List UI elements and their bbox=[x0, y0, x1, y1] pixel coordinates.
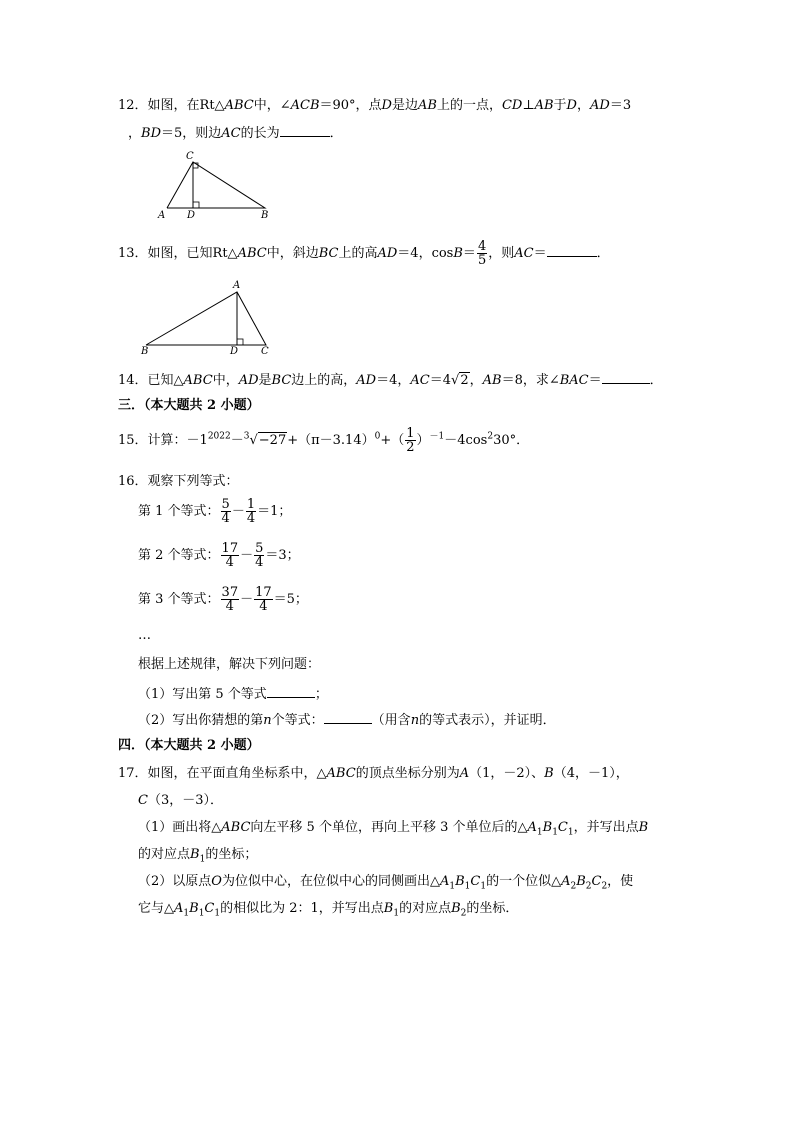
section-3-heading: 三．（本大题共 2 小题） bbox=[118, 398, 260, 413]
q17-line-1: 17．如图，在平面直角坐标系中，△ABC的顶点坐标分别为A（1，－2）、B（4，－1）， bbox=[118, 766, 629, 781]
fraction: $\frac{1}{4}$ bbox=[246, 497, 256, 526]
q16-title: 16．观察下列等式： bbox=[118, 474, 239, 489]
q16-ellipsis: … bbox=[138, 628, 151, 643]
fig-label-d: D bbox=[187, 210, 196, 221]
q16-rule: 根据上述规律，解决下列问题： bbox=[138, 657, 321, 672]
section-4-heading: 四．（本大题共 2 小题） bbox=[118, 738, 260, 753]
fig-label-a: A bbox=[233, 280, 241, 291]
q17-line-5: （2）以原点O为位似中心，在位似中心的同侧画出$\triangle A_1B_1C_1$的一个位似$\triangle A_2B_2C_2$，使 bbox=[138, 874, 634, 892]
q14-line: 14．已知△ABC中，AD是BC边上的高，AD＝4，AC＝4√2，AB＝8，求∠BAC＝ ． bbox=[118, 373, 663, 388]
answer-blank bbox=[324, 711, 372, 724]
fraction: $\frac{17}{4}$ bbox=[255, 585, 272, 614]
q16-eq-3: 第 3 个等式： $\frac{37}{4}$ － $\frac{17}{4}$ ＝5； bbox=[138, 585, 308, 614]
fig-label-c: C bbox=[261, 346, 269, 357]
answer-blank bbox=[280, 124, 330, 137]
q16-eq-1: 第 1 个等式： $\frac{5}{4}$ － $\frac{1}{4}$ ＝1； bbox=[138, 497, 292, 526]
q17-line-4: 的对应点$B_1$的坐标； bbox=[138, 847, 258, 865]
fig-label-b: B bbox=[141, 346, 149, 357]
q13-line: 13．如图，已知Rt△ABC中，斜边BC上的高AD＝4，cosB＝ $\frac{4}{5}$ ，则AC＝ ． bbox=[118, 239, 610, 268]
answer-blank bbox=[547, 244, 597, 257]
fig-label-a: A bbox=[158, 210, 166, 221]
answer-blank bbox=[267, 685, 315, 698]
q13-triangle-figure bbox=[136, 278, 276, 358]
fraction: $\frac{5}{4}$ bbox=[221, 497, 230, 526]
fraction: $\frac{4}{5}$ bbox=[477, 239, 487, 268]
fig-label-c: C bbox=[186, 151, 194, 162]
q17-line-2: C（3，－3）． bbox=[138, 793, 223, 808]
fraction: $\frac{1}{2}$ bbox=[406, 426, 415, 455]
fraction: $\frac{37}{4}$ bbox=[221, 585, 239, 614]
q12-triangle-figure bbox=[155, 148, 275, 223]
q17-line-3: （1）画出将△ABC向左平移 5 个单位，再向上平移 3 个单位后的$\triangle A_1B_1C_1$，并写出点B bbox=[138, 820, 649, 838]
fig-label-d: D bbox=[230, 346, 239, 357]
answer-blank bbox=[602, 371, 650, 384]
q15-line: 15．计算：$-1^{2022}-^3√-27+(\pi-3.14)^0+$（ $\frac{1}{2}$ ）$^{-1}-4\cos^230^\circ$． bbox=[118, 426, 530, 455]
fraction: $\frac{5}{4}$ bbox=[255, 541, 264, 570]
q12-line-2: ，BD＝5，则边AC的长为 ． bbox=[128, 126, 343, 141]
q17-line-6: 它与$\triangle A_1B_1C_1$的相似比为 2：1，并写出点$B_1$的对应点$B_2$的坐标． bbox=[138, 901, 519, 919]
q16-eq-2: 第 2 个等式： $\frac{17}{4}$ － $\frac{5}{4}$ ＝3； bbox=[138, 541, 300, 570]
q16-part-1: （1）写出第 5 个等式 ； bbox=[138, 687, 328, 702]
fig-label-b: B bbox=[261, 210, 269, 221]
fraction: $\frac{17}{4}$ bbox=[221, 541, 239, 570]
q12-line-1: 12．如图，在Rt△ABC中，∠ACB＝90°，点D是边AB上的一点，CD⊥AB于D，AD＝3 bbox=[118, 98, 632, 113]
q16-part-2: （2）写出你猜想的第n个等式： （用含n的等式表示），并证明． bbox=[138, 713, 556, 728]
